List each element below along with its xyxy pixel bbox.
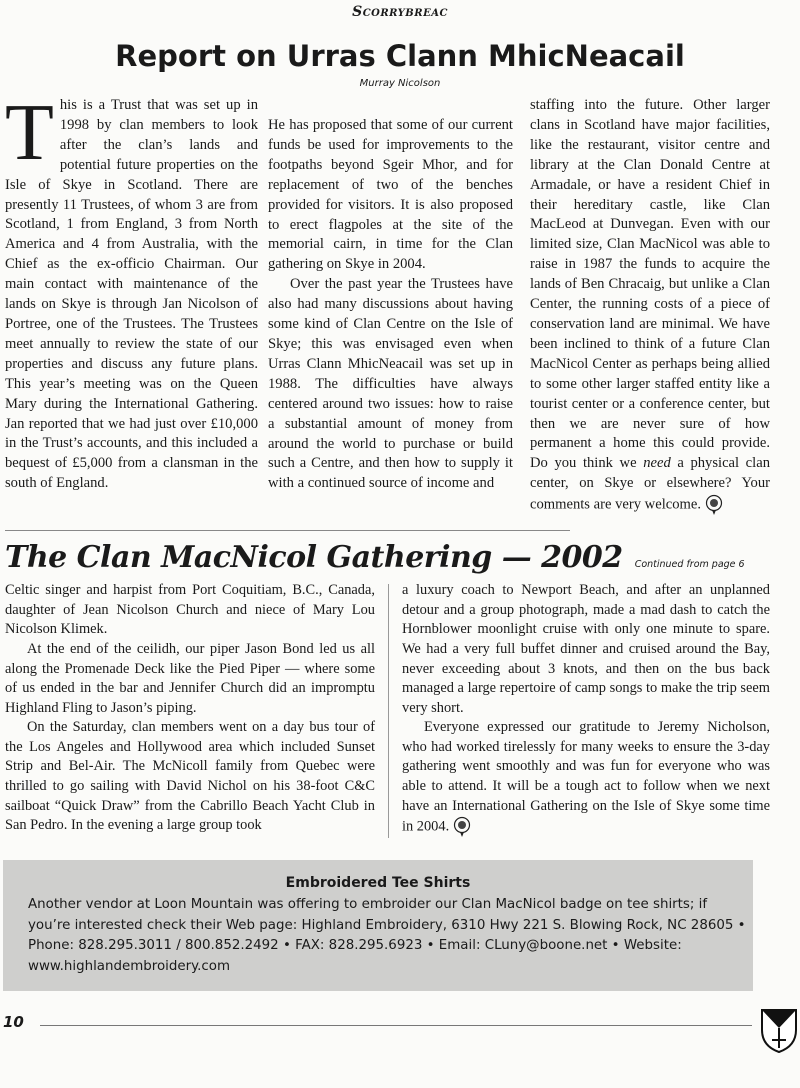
paragraph: He has proposed that some of our current funds be used for improvements to the footpaths beyond Sgeir Mhor, and for replacement of two of the benches provided for visitors. It is also proposed to erect flagpoles at the site of the memorial cairn, in time for the Clan gathering on Skye in 2004.: [268, 117, 513, 273]
article-column-1: [5, 89, 258, 494]
emphasis: need: [643, 455, 671, 472]
divider: [5, 530, 570, 531]
article-column-2: [402, 581, 770, 838]
article-1-columns: [0, 90, 800, 516]
clan-badge-icon: [705, 494, 723, 516]
sidebar-title: Embroidered Tee Shirts: [285, 875, 471, 892]
paragraph: a luxury coach to Newport Beach, and after an unplanned detour and a group photograph, made a mad dash to catch the Hornblower moonlight cruise with only one minute to spare. We had a very full buffet dinner and cruised around the Bay, never exceeding about 3 knots, and then on the bus back managed a large repertoire of camp songs to make the trip seem very short.: [402, 582, 770, 716]
text: Everyone expressed our gratitude to Jeremy Nicholson, who had worked tirelessly for many weeks to ensure the 3-day gathering went smoothly and was fun for everyone who was able to attend. It will be a tough act to follow when we next have an International Gathering on the Isle of Skye some time in 2004.: [402, 719, 770, 835]
paragraph: [402, 718, 770, 838]
article-title: Report on Urras Clann MhicNeacail: [115, 39, 685, 73]
article-title: The Clan MacNicol Gathering — 2002: [5, 540, 623, 576]
byline: Murray Nicolson: [359, 78, 441, 89]
article-2-heading: [5, 539, 795, 577]
clan-badge-icon: [453, 816, 471, 838]
sidebar-text: Another vendor at Loon Mountain was offering to embroider our Clan MacNicol badge on tee shirts; if you’re interested check their Web page: Highland Embroidery, 6310 Hwy 221 S. Blowing Rock, NC 28605 • Phone: 828.295.3011 / 800.852.2492 • FAX: 828.295.6923 • Email: CLuny@boone.net • Website: www.highlandembroidery.com: [28, 897, 746, 974]
paragraph: [530, 96, 770, 516]
paragraph: At the end of the ceilidh, our piper Jason Bond led us all along the Promenade Deck like the Pied Piper — where some of us ended in the bar and Jennifer Church did an impromptu Highland Fling to Jason’s piping.: [5, 640, 375, 716]
page-number: 10: [3, 1013, 24, 1032]
continued-note: Continued from page 6: [634, 559, 745, 571]
paragraph: Over the past year the Trustees have also had many discussions about having some kind of Clan Centre on the Isle of Skye; this was envisaged even when Urras Clann MhicNeacail was set up in 1988. The difficulties have always centered around two issues: how to raise a substantial amount of money from around the world to purchase or build such a Centre, and then how to supply it with a continued source of income and: [268, 276, 513, 492]
sidebar-box: [3, 860, 753, 991]
article-column-2: [268, 116, 513, 494]
paragraph: his is a Trust that was set up in 1998 by clan members to look after the clan’s lands and potential future properties on the Isle of Skye in Scotland. There are presently 11 Trustees, of whom 3 are from Scotland, 1 from England, 3 from North America and 4 from Australia, with the Chief as the ex-officio Chairman. Our main contact with maintenance of the lands on Skye is through Jan Nicolson of Portree, one of the Trustees. The Trustees meet annually to review the state of our properties and discuss any future plans. This year’s meeting was on the Queen Mary during the International Gathering. Jan reported that we had just over £10,000 in the Trust’s accounts, and this included a bequest of £5,000 from a clansman in the south of England.: [5, 97, 258, 492]
text: a physical clan center, on Skye or elsewhere? Your comments are very welcome.: [530, 455, 770, 513]
paragraph: On the Saturday, clan members went on a day bus tour of the Los Angeles and Hollywood area which included Sunset Strip and Bel-Air. The McNicoll family from Quebec were thrilled to go sailing with David Nichol on his 38-foot C&C sailboat “Quick Draw” from the Cabrillo Beach Yacht Club in San Pedro. In the evening a large group took: [5, 719, 375, 834]
footer: [0, 1005, 800, 1065]
article-2-columns: [0, 577, 800, 838]
column-divider: [388, 584, 389, 838]
masthead: Scorrybreac: [352, 4, 448, 20]
drop-cap: T: [5, 89, 54, 177]
footer-rule: [40, 1025, 752, 1026]
paragraph: Celtic singer and harpist from Port Coquitiam, B.C., Canada, daughter of Jean Nicolson Church and niece of Mary Lou Nicolson Klimek.: [5, 582, 375, 638]
text: staffing into the future. Other larger clans in Scotland have major facilities, like the restaurant, visitor centre and library at the Clan Donald Centre at Armadale, or have a resident Chief in their hereditary castle, like Clan MacLeod at Dunvegan. Even with our limited size, Clan MacNicol was able to raise in 1987 the funds to acquire the lands of Ben Chracaig, but unlike a Clan Center, the running costs of a piece of conservation land are minimal. We have been inclined to think of a future Clan MacNicol Center as perhaps being allied to some other larger staffed entity like a tourist center or a conference center, but then we are never sure of how permanent a home this could provide. Do you think we: [530, 97, 770, 472]
article-column-1: [5, 581, 375, 836]
article-column-3: [530, 96, 770, 516]
clan-crest-icon: [760, 1008, 798, 1053]
